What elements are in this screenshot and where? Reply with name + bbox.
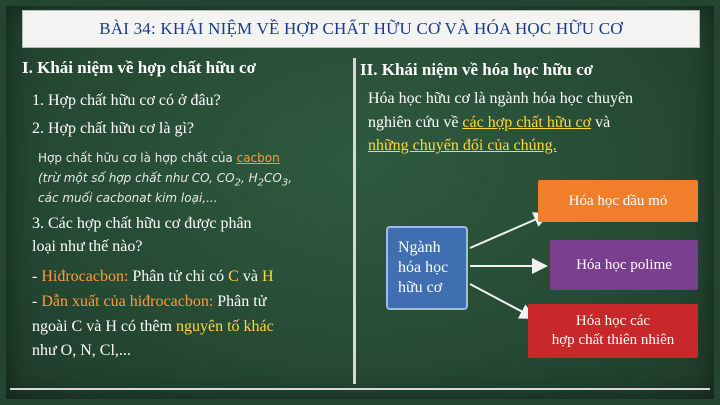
- bottom-rule: [10, 388, 710, 390]
- branch-hoa-hoc-polime: [550, 240, 698, 290]
- classification-2-line-3: như O, N, Cl,...: [32, 342, 131, 359]
- term-cac-hop-chat-huu-co: các hợp chất hữu cơ: [462, 114, 592, 131]
- element-h: H: [261, 268, 274, 285]
- definition-line-2-end: và: [591, 114, 611, 131]
- classification-1-and: và: [238, 268, 262, 285]
- branch-3-line-1: Hóa học các: [575, 313, 651, 330]
- question-2: 2. Hợp chất hữu cơ là gì?: [32, 120, 194, 137]
- question-3-line-2: loại như thế nào?: [32, 238, 143, 255]
- answer-line-1-text: Hợp chất hữu cơ là hợp chất của: [38, 151, 237, 165]
- slide-title: [22, 10, 700, 48]
- classification-1: [32, 268, 274, 286]
- answer-line-3: các muối cacbonat kim loại,...: [38, 191, 218, 205]
- classification-2-line-2: [32, 318, 274, 336]
- definition-line-1: Hóa học hữu cơ là ngành hóa học chuyên: [368, 90, 634, 107]
- center-box-nganh-hoa-hoc-huu-co: [386, 226, 468, 310]
- term-dan-xuat: Dẫn xuất của hiđrocacbon:: [41, 293, 214, 310]
- center-box-line-3: hữu cơ: [398, 279, 443, 296]
- classification-2-text: Phân tử: [213, 293, 267, 310]
- definition-line-3: những chuyển đổi của chúng.: [368, 137, 557, 154]
- question-3-line-1: 3. Các hợp chất hữu cơ được phân: [32, 215, 252, 232]
- slide-title-text: BÀI 34: KHÁI NIỆM VỀ HỢP CHẤT HỮU CƠ VÀ HÓA HỌC HỮU CƠ: [99, 19, 623, 38]
- answer-line-2-b: , H: [240, 171, 258, 185]
- section-2-heading: II. Khái niệm về hóa học hữu cơ: [360, 60, 594, 79]
- answer-line-1: [38, 151, 280, 165]
- branch-1-label: Hóa học dầu mỏ: [568, 192, 668, 209]
- term-nguyen-to-khac: nguyên tố khác: [175, 318, 274, 335]
- bullet-dash: -: [32, 268, 42, 285]
- branch-hoa-hoc-dau-mo: [538, 180, 698, 222]
- answer-line-2-d: ,: [288, 171, 293, 185]
- subscript-3: 3: [281, 177, 289, 189]
- answer-term-cacbon: cacbon: [236, 151, 280, 165]
- bullet-dash: -: [32, 293, 42, 310]
- branch-3-line-2: hợp chất thiên nhiên: [551, 332, 675, 348]
- question-1: 1. Hợp chất hữu cơ có ở đâu?: [32, 92, 221, 109]
- element-c: C: [228, 268, 239, 285]
- classification-1-text: Phân tử chỉ có: [128, 268, 229, 285]
- subscript-2: 2: [234, 177, 241, 189]
- answer-line-2-a: (trừ một số hợp chất như CO, CO: [38, 171, 235, 185]
- center-box-line-2: hóa học: [398, 259, 449, 276]
- term-hidrocacbon: Hiđrocacbon:: [41, 268, 129, 285]
- center-box-line-1: Ngành: [398, 239, 441, 256]
- classification-2: [32, 293, 266, 311]
- column-divider: [353, 58, 356, 384]
- branch-hop-chat-thien-nhien: [528, 304, 698, 358]
- section-1-heading: I. Khái niệm về hợp chất hữu cơ: [22, 58, 256, 77]
- classification-2-line-2-text: ngoài C và H có thêm: [32, 318, 176, 335]
- subscript-2: 2: [257, 177, 264, 189]
- definition-line-2-text: nghiên cứu về: [368, 114, 463, 131]
- branch-2-label: Hóa học polime: [576, 256, 672, 273]
- answer-line-2: [38, 171, 292, 188]
- answer-line-2-c: CO: [263, 171, 282, 185]
- definition-line-2: [368, 114, 610, 132]
